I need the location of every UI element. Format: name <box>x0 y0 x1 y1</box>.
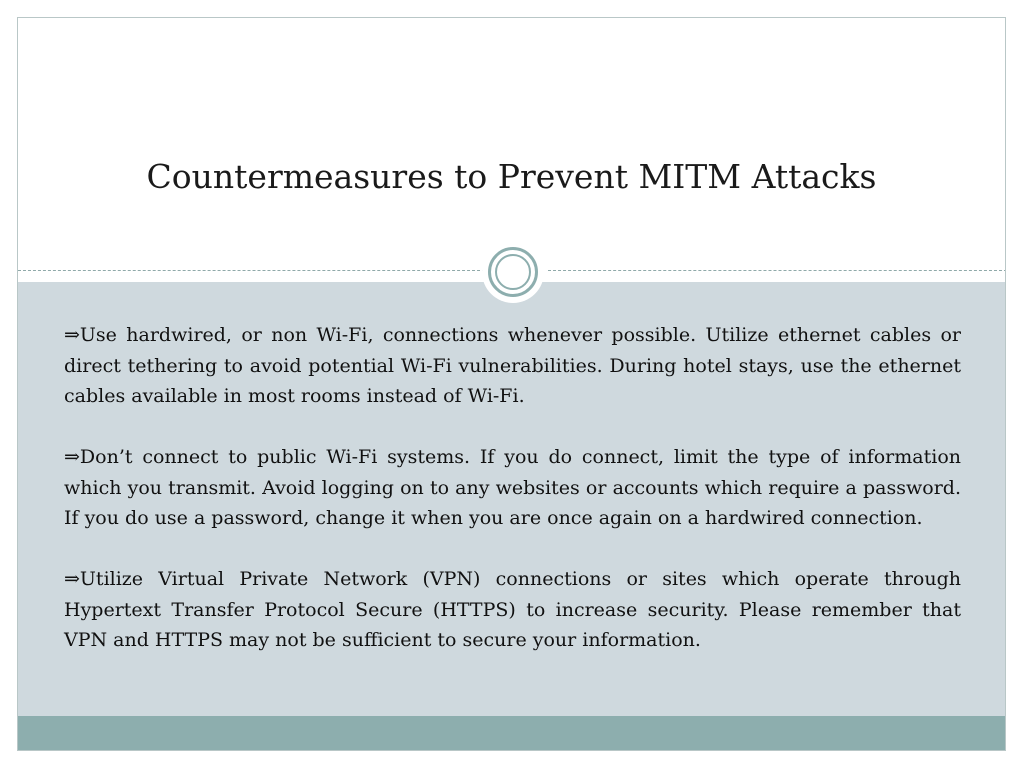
divider-line-left <box>18 270 485 271</box>
ring-inner-stroke <box>495 254 531 290</box>
bullet-paragraph-public-wifi: ⇒Don’t connect to public Wi-Fi systems. If you do connect, limit the type of information which you transmit. Avoid logging on to any websites or accounts which require a password. If you do use a password, change it when you are once again on a hardwired connection. <box>64 446 961 529</box>
bullet-paragraph-hardwired: ⇒Use hardwired, or non Wi-Fi, connections whenever possible. Utilize ethernet cables or direct tethering to avoid potential Wi-Fi vulnerabilities. During hotel stays, use the ethernet cables available in most rooms instead of Wi-Fi. <box>64 324 961 407</box>
ring-outer-stroke <box>488 247 538 297</box>
footer-band <box>18 716 1005 751</box>
concentric-circle-icon <box>482 241 544 303</box>
slide-title: Countermeasures to Prevent MITM Attacks <box>146 157 877 196</box>
bullet-paragraph-vpn-https: ⇒Utilize Virtual Private Network (VPN) connections or sites which operate through Hypertext Transfer Protocol Secure (HTTPS) to increase security. Please remember that VPN and HTTPS may not be sufficient to secure your information. <box>64 568 961 651</box>
divider-line-right <box>548 270 1006 271</box>
slide-body <box>64 320 961 656</box>
title-area <box>18 18 1005 272</box>
slide <box>17 17 1006 751</box>
